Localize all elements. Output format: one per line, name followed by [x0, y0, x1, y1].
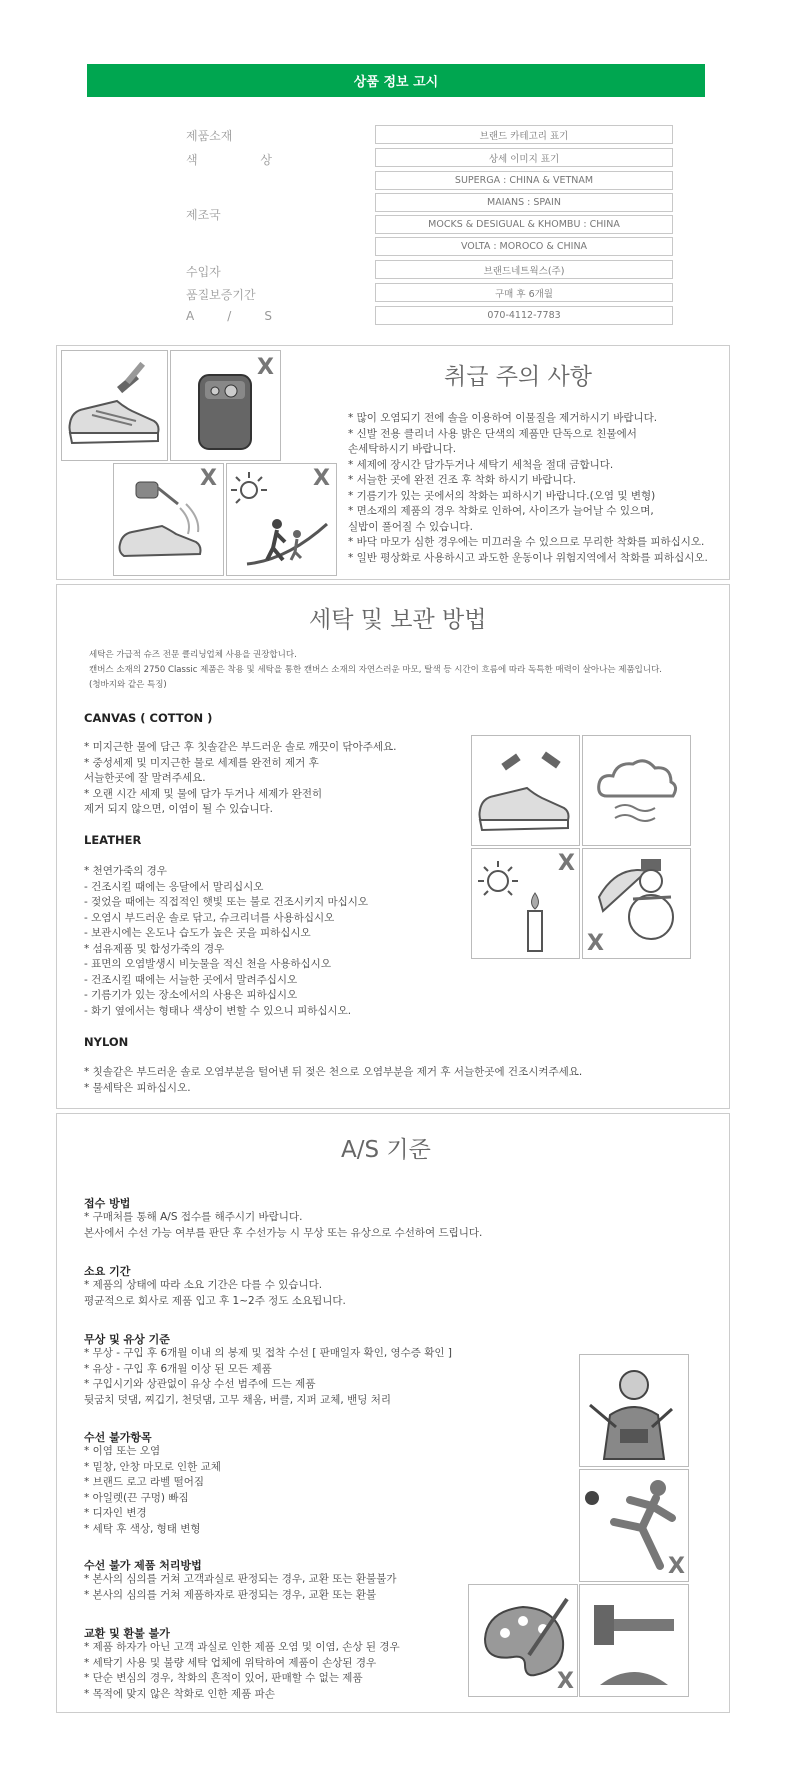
- leather-line: * 섬유제품 및 합성가죽의 경우: [84, 942, 225, 955]
- caution-line: * 많이 오염되기 전에 솔을 이용하여 이물질을 제거하시기 바랍니다.: [348, 412, 658, 424]
- as-line: * 단순 변심의 경우, 착화의 흔적이 있어, 판매할 수 없는 제품: [84, 1672, 363, 1684]
- leather-line: - 오염시 부드러운 솔로 닦고, 슈크리너를 사용하십시오: [84, 911, 335, 924]
- caution-line: * 면소재의 제품의 경우 착화로 인하여, 사이즈가 늘어날 수 있으며,: [348, 505, 654, 517]
- material-label: 제품소재: [186, 129, 233, 143]
- color-label: 색 상: [186, 153, 272, 167]
- sneaker-brush-icon: [471, 735, 580, 846]
- sun-candle-icon: [471, 848, 580, 959]
- warranty-label: 품질보증기간: [186, 288, 256, 302]
- gavel-icon: [579, 1584, 689, 1697]
- canvas-line: * 미지근한 물에 담근 후 칫솔같은 부드러운 솔로 깨끗이 닦아주세요.: [84, 741, 397, 753]
- caution-line: * 서늘한 곳에 완전 건조 후 착화 하시기 바랍니다.: [348, 474, 577, 486]
- caution-line: * 일반 평상화로 사용하시고 과도한 운동이나 위험지역에서 착화를 피하십시오.: [348, 551, 708, 564]
- caution-panel: [56, 345, 730, 580]
- caution-list: [348, 411, 708, 566]
- as-line: * 본사의 심의를 거쳐 제품하자로 판정되는 경우, 교환 또는 환불: [84, 1588, 377, 1601]
- caution-line: 실밥이 풀어질 수 있습니다.: [348, 520, 473, 533]
- as-section-list: [84, 1572, 397, 1603]
- as-section-list: [84, 1346, 452, 1408]
- origin-value: VOLTA : MOROCO & CHINA: [375, 237, 673, 256]
- as-line: * 세탁기 사용 및 불량 세탁 업체에 위탁하여 제품이 손상된 경우: [84, 1656, 377, 1669]
- leather-title: LEATHER: [84, 833, 142, 847]
- as-section-title: 수선 불가 제품 처리방법: [84, 1559, 202, 1572]
- cloud-wind-icon: [582, 735, 691, 846]
- origin-value: SUPERGA : CHINA & VETNAM: [375, 171, 673, 190]
- snowman-umbrella-icon: [582, 848, 691, 959]
- importer-value: 브랜드네트웍스(주): [375, 260, 673, 279]
- as-line: * 이염 또는 오염: [84, 1445, 161, 1457]
- as-line: * 본사의 심의를 거쳐 고객과실로 판정되는 경우, 교환 또는 환불불가: [84, 1573, 397, 1585]
- as-section-title: 접수 방법: [84, 1197, 131, 1210]
- prohibited-x: X: [257, 355, 274, 380]
- washing-panel: [56, 584, 730, 1109]
- prohibited-x: X: [200, 466, 217, 491]
- washing-machine-icon: [170, 350, 281, 461]
- caution-line: * 기름기가 있는 곳에서의 착화는 피하시기 바랍니다.(오염 및 변형): [348, 489, 656, 502]
- importer-label: 수입자: [186, 265, 221, 279]
- as-section-list: [84, 1444, 221, 1537]
- leather-line: * 천연가죽의 경우: [84, 865, 167, 877]
- as-line: 평균적으로 회사로 제품 입고 후 1~2주 정도 소요됩니다.: [84, 1294, 346, 1307]
- caution-line: * 세제에 장시간 담가두거나 세탁기 세척을 절대 금합니다.: [348, 458, 614, 471]
- canvas-line: 제거 되지 않으면, 이염이 될 수 있습니다.: [84, 803, 273, 815]
- as-line: * 목적에 맞지 않은 착화로 인한 제품 파손: [84, 1687, 275, 1700]
- as-line: 본사에서 수선 가능 여부를 판단 후 수선가능 시 무상 또는 유상으로 수선하여 드립니다.: [84, 1226, 483, 1239]
- sun-hiking-icon: [226, 463, 337, 576]
- as-line: * 밑창, 안창 마모로 인한 교체: [84, 1460, 221, 1473]
- as-line: * 제품의 상태에 따라 소요 기간은 다를 수 있습니다.: [84, 1279, 323, 1291]
- as-value: 070-4112-7783: [375, 306, 673, 325]
- leather-line: - 보관시에는 온도나 습도가 높은 곳을 피하십시오: [84, 927, 311, 939]
- soccer-kick-icon: [579, 1469, 689, 1582]
- material-value: 브랜드 카테고리 표기: [375, 125, 673, 144]
- washing-intro-line: 세탁은 가급적 슈즈 전문 클리닝업체 사용을 권장합니다.: [89, 650, 297, 660]
- as-line: 뒷굼치 덧댐, 찌깁기, 천덧댐, 고무 채움, 버클, 지퍼 교체, 밴딩 처리: [84, 1393, 391, 1406]
- nylon-line: * 칫솔같은 부드러운 솔로 오염부분을 털어낸 뒤 젖은 천으로 오염부분을 제거 후 서늘한곳에 건조시켜주세요.: [84, 1066, 583, 1078]
- as-label: A / S: [186, 309, 272, 323]
- leather-line: - 표면의 오염발생시 비눗물을 적신 천을 사용하십시오: [84, 958, 331, 970]
- leather-list: [84, 864, 368, 1019]
- as-line: * 제품 하자가 아닌 고객 과실로 인한 제품 오염 및 이염, 손상 된 경우: [84, 1641, 400, 1653]
- origin-value: MAIANS : SPAIN: [375, 193, 673, 212]
- origin-value: MOCKS & DESIGUAL & KHOMBU : CHINA: [375, 215, 673, 234]
- as-title: A/S 기준: [341, 1137, 431, 1163]
- washing-intro-line: (청바지와 같은 특징): [89, 680, 167, 690]
- as-section-title: 무상 및 유상 기준: [84, 1333, 170, 1346]
- nylon-list: [84, 1065, 582, 1096]
- prohibited-x: X: [558, 851, 575, 876]
- paint-palette-icon: [468, 1584, 578, 1697]
- as-section-title: 소요 기간: [84, 1265, 131, 1278]
- as-section-list: [84, 1278, 346, 1309]
- canvas-list: [84, 740, 397, 818]
- as-line: * 아일렛(끈 구멍) 빠짐: [84, 1491, 189, 1504]
- as-section-title: 수선 불가항목: [84, 1431, 152, 1444]
- canvas-title: CANVAS ( COTTON ): [84, 711, 213, 725]
- canvas-line: * 오랜 시간 세제 및 물에 담가 두거나 세제가 완전히: [84, 787, 323, 800]
- washing-title: 세탁 및 보관 방법: [309, 607, 487, 633]
- leather-line: - 젖었을 때에는 직접적인 햇빛 또는 불로 건조시키지 마십시오: [84, 896, 369, 908]
- notice-title: 상품 정보 고시: [353, 75, 439, 90]
- as-line: * 구입시기와 상관없이 유상 수선 범주에 드는 제품: [84, 1378, 316, 1390]
- as-line: * 세탁 후 색상, 형태 변형: [84, 1522, 201, 1535]
- caution-line: * 신발 전용 클리너 사용 밝은 단색의 제품만 단독으로 친물에서: [348, 427, 637, 440]
- warranty-value: 구매 후 6개월: [375, 283, 673, 302]
- prohibited-x: X: [313, 466, 330, 491]
- as-section-list: [84, 1210, 482, 1241]
- as-section-list: [84, 1640, 400, 1702]
- as-line: * 무상 - 구입 후 6개월 이내 의 봉제 및 접착 수선 [ 판매일자 확인, 영수증 확인 ]: [84, 1347, 452, 1359]
- prohibited-x: X: [587, 931, 604, 956]
- nylon-title: NYLON: [84, 1035, 129, 1049]
- prohibited-x: X: [668, 1554, 685, 1579]
- caution-line: * 바닥 마모가 심한 경우에는 미끄러울 수 있으므로 무리한 착화를 피하십시오.: [348, 536, 705, 548]
- canvas-line: 서늘한곳에 잘 말려주세요.: [84, 772, 206, 784]
- repairman-icon: [579, 1354, 689, 1467]
- as-panel: [56, 1113, 730, 1713]
- sneaker-brush-icon: [61, 350, 168, 461]
- leather-line: - 화기 옆에서는 형태나 색상이 변할 수 있으니 피하십시오.: [84, 1004, 352, 1017]
- as-line: * 유상 - 구입 후 6개월 이상 된 모든 제품: [84, 1362, 272, 1375]
- leather-line: - 건조시킬 때에는 응달에서 말리십시오: [84, 880, 264, 893]
- watering-sneaker-icon: [113, 463, 224, 576]
- prohibited-x: X: [557, 1669, 574, 1694]
- as-line: * 구매처를 통해 A/S 접수를 해주시기 바랍니다.: [84, 1211, 303, 1223]
- caution-line: 손세탁하시기 바랍니다.: [348, 443, 457, 455]
- as-section-title: 교환 및 환불 불가: [84, 1627, 170, 1640]
- origin-label: 제조국: [186, 208, 221, 222]
- caution-title: 취급 주의 사항: [444, 364, 592, 390]
- nylon-line: * 물세탁은 피하십시오.: [84, 1081, 191, 1094]
- as-line: * 브랜드 로고 라벨 떨어짐: [84, 1476, 205, 1488]
- canvas-line: * 중성세제 및 미지근한 물로 세제를 완전히 제거 후: [84, 756, 319, 769]
- washing-intro-line: 캔버스 소재의 2750 Classic 제품은 착용 및 세탁을 통한 캔버스 소재의 자연스러운 마모, 탈색 등 시간이 흐름에 따라 독특한 매력이 살아나는 제품입니다.: [89, 665, 662, 675]
- leather-line: - 건조시킬 때에는 서늘한 곳에서 말려주십시오: [84, 973, 298, 986]
- notice-header: [87, 64, 705, 97]
- color-value: 상세 이미지 표기: [375, 148, 673, 167]
- leather-line: - 기름기가 있는 장소에서의 사용은 피하십시오: [84, 989, 298, 1001]
- as-line: * 디자인 변경: [84, 1507, 147, 1519]
